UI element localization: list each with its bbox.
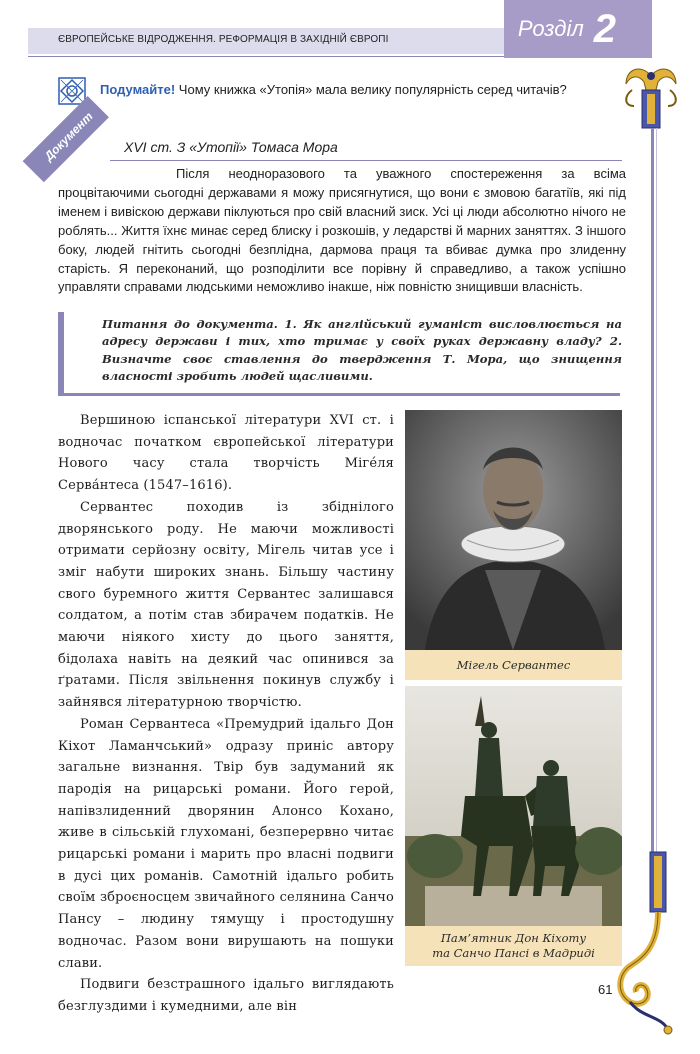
chapter-number: 2 xyxy=(593,6,616,51)
paragraph: Сервантес походив із збіднілого дворянського роду. Не маючи можливості отримати серйозну освіту, Мігель читав усе і зміг набути широких знань. Більшу частину свого буремного життя Сервантес залишався солдатом, а потім став збирачем податків. Не маючи ніякого хисту до цього заняття, бідолаха навіть на деякий час опинився за ґратами. Після звільнення покинув службу і зайнявся літературною творчістю. xyxy=(58,499,394,711)
paragraph: Вершиною іспанської літератури XVI ст. і водночас початком європейської літератури Нового часу стала творчість Міге́ля Серва́нтеса (1547–1616). xyxy=(58,413,394,494)
document-title-rule xyxy=(110,160,622,161)
figure-caption xyxy=(405,926,622,966)
running-title: ЄВРОПЕЙСЬКЕ ВІДРОДЖЕННЯ. РЕФОРМАЦІЯ В ЗАХІДНІЙ ЄВРОПІ xyxy=(58,34,389,45)
paragraph: Подвиги безстрашного ідальго виглядають безглуздими і кумедними, але він xyxy=(58,977,394,1014)
page-number: 61 xyxy=(598,982,613,997)
chapter-label: Розділ xyxy=(517,16,584,41)
bottom-ornament-icon xyxy=(612,848,682,1038)
cervantes-portrait-image xyxy=(405,410,622,650)
don-quixote-monument-image xyxy=(405,686,622,926)
figure-caption-line: Пам’ятник Дон Кіхоту xyxy=(440,931,587,945)
chapter-box xyxy=(504,0,652,58)
document-text: Після неодноразового та уважного спостереження за всіма процвітаючими сьогодні державами я можу присягнутися, що вони є змовою багатіїв, які під іменем і вивіскою держави піклуються про свій власний зиск. Усі ці люди абсолютно нічого не роблять... Життя їхнє минає серед блиску і розкошів, у ледарстві й марних заняттях. З іншого боку, людей гнітить сьогодні безплідна, дармова праця та вбиває думка про злиденну старість. Я переконаний, що розподілити все порівну й справедливо, а також успішно управляти справами людськими неможливо інакше, ніж повністю знищивши власність. xyxy=(58,166,626,295)
figure-caption-line: та Санчо Пансі в Мадриді xyxy=(432,946,595,960)
think-lead: Подумайте! xyxy=(100,82,176,97)
think-text: Чому книжка «Утопія» мала велику популярність серед читачів? xyxy=(175,82,567,97)
document-questions: Питання до документа. 1. Як англійський гуманіст висловлюється на адресу держави і тих, хто тримає у своїх руках державну владу? 2. Визначте своє ставлення до твердження Т. Мора, що знищення власності зробить людей щасливими. xyxy=(102,317,622,384)
top-ornament-icon xyxy=(620,60,682,134)
right-border xyxy=(651,128,654,858)
right-border-inner xyxy=(656,128,657,858)
document-title: XVI ст. З «Утопії» Томаса Мора xyxy=(124,139,338,155)
paragraph: Роман Сервантеса «Премудрий ідальго Дон Кіхот Ламанчський» одразу приніс автору загальне визнання. Твір був задуманий як пародія на рицарські романи. Його герой, напівзлиденний дворянин Алонсо Кохано, живе в сільській глухомані, безперервно читає рицарські романи і марить про власні подвиги в дусі цих романів. Самотній ідальго робить своїм зброєносцем звичайного селянина Санчо Пансу – людину тямущу і простодушну водночас. Разом вони вирушають на пошуки слави. xyxy=(58,716,394,971)
figure-caption: Мігель Сервантес xyxy=(405,650,622,680)
document-tab: Документ xyxy=(23,96,109,182)
main-text xyxy=(58,410,394,1018)
think-question xyxy=(100,82,628,97)
